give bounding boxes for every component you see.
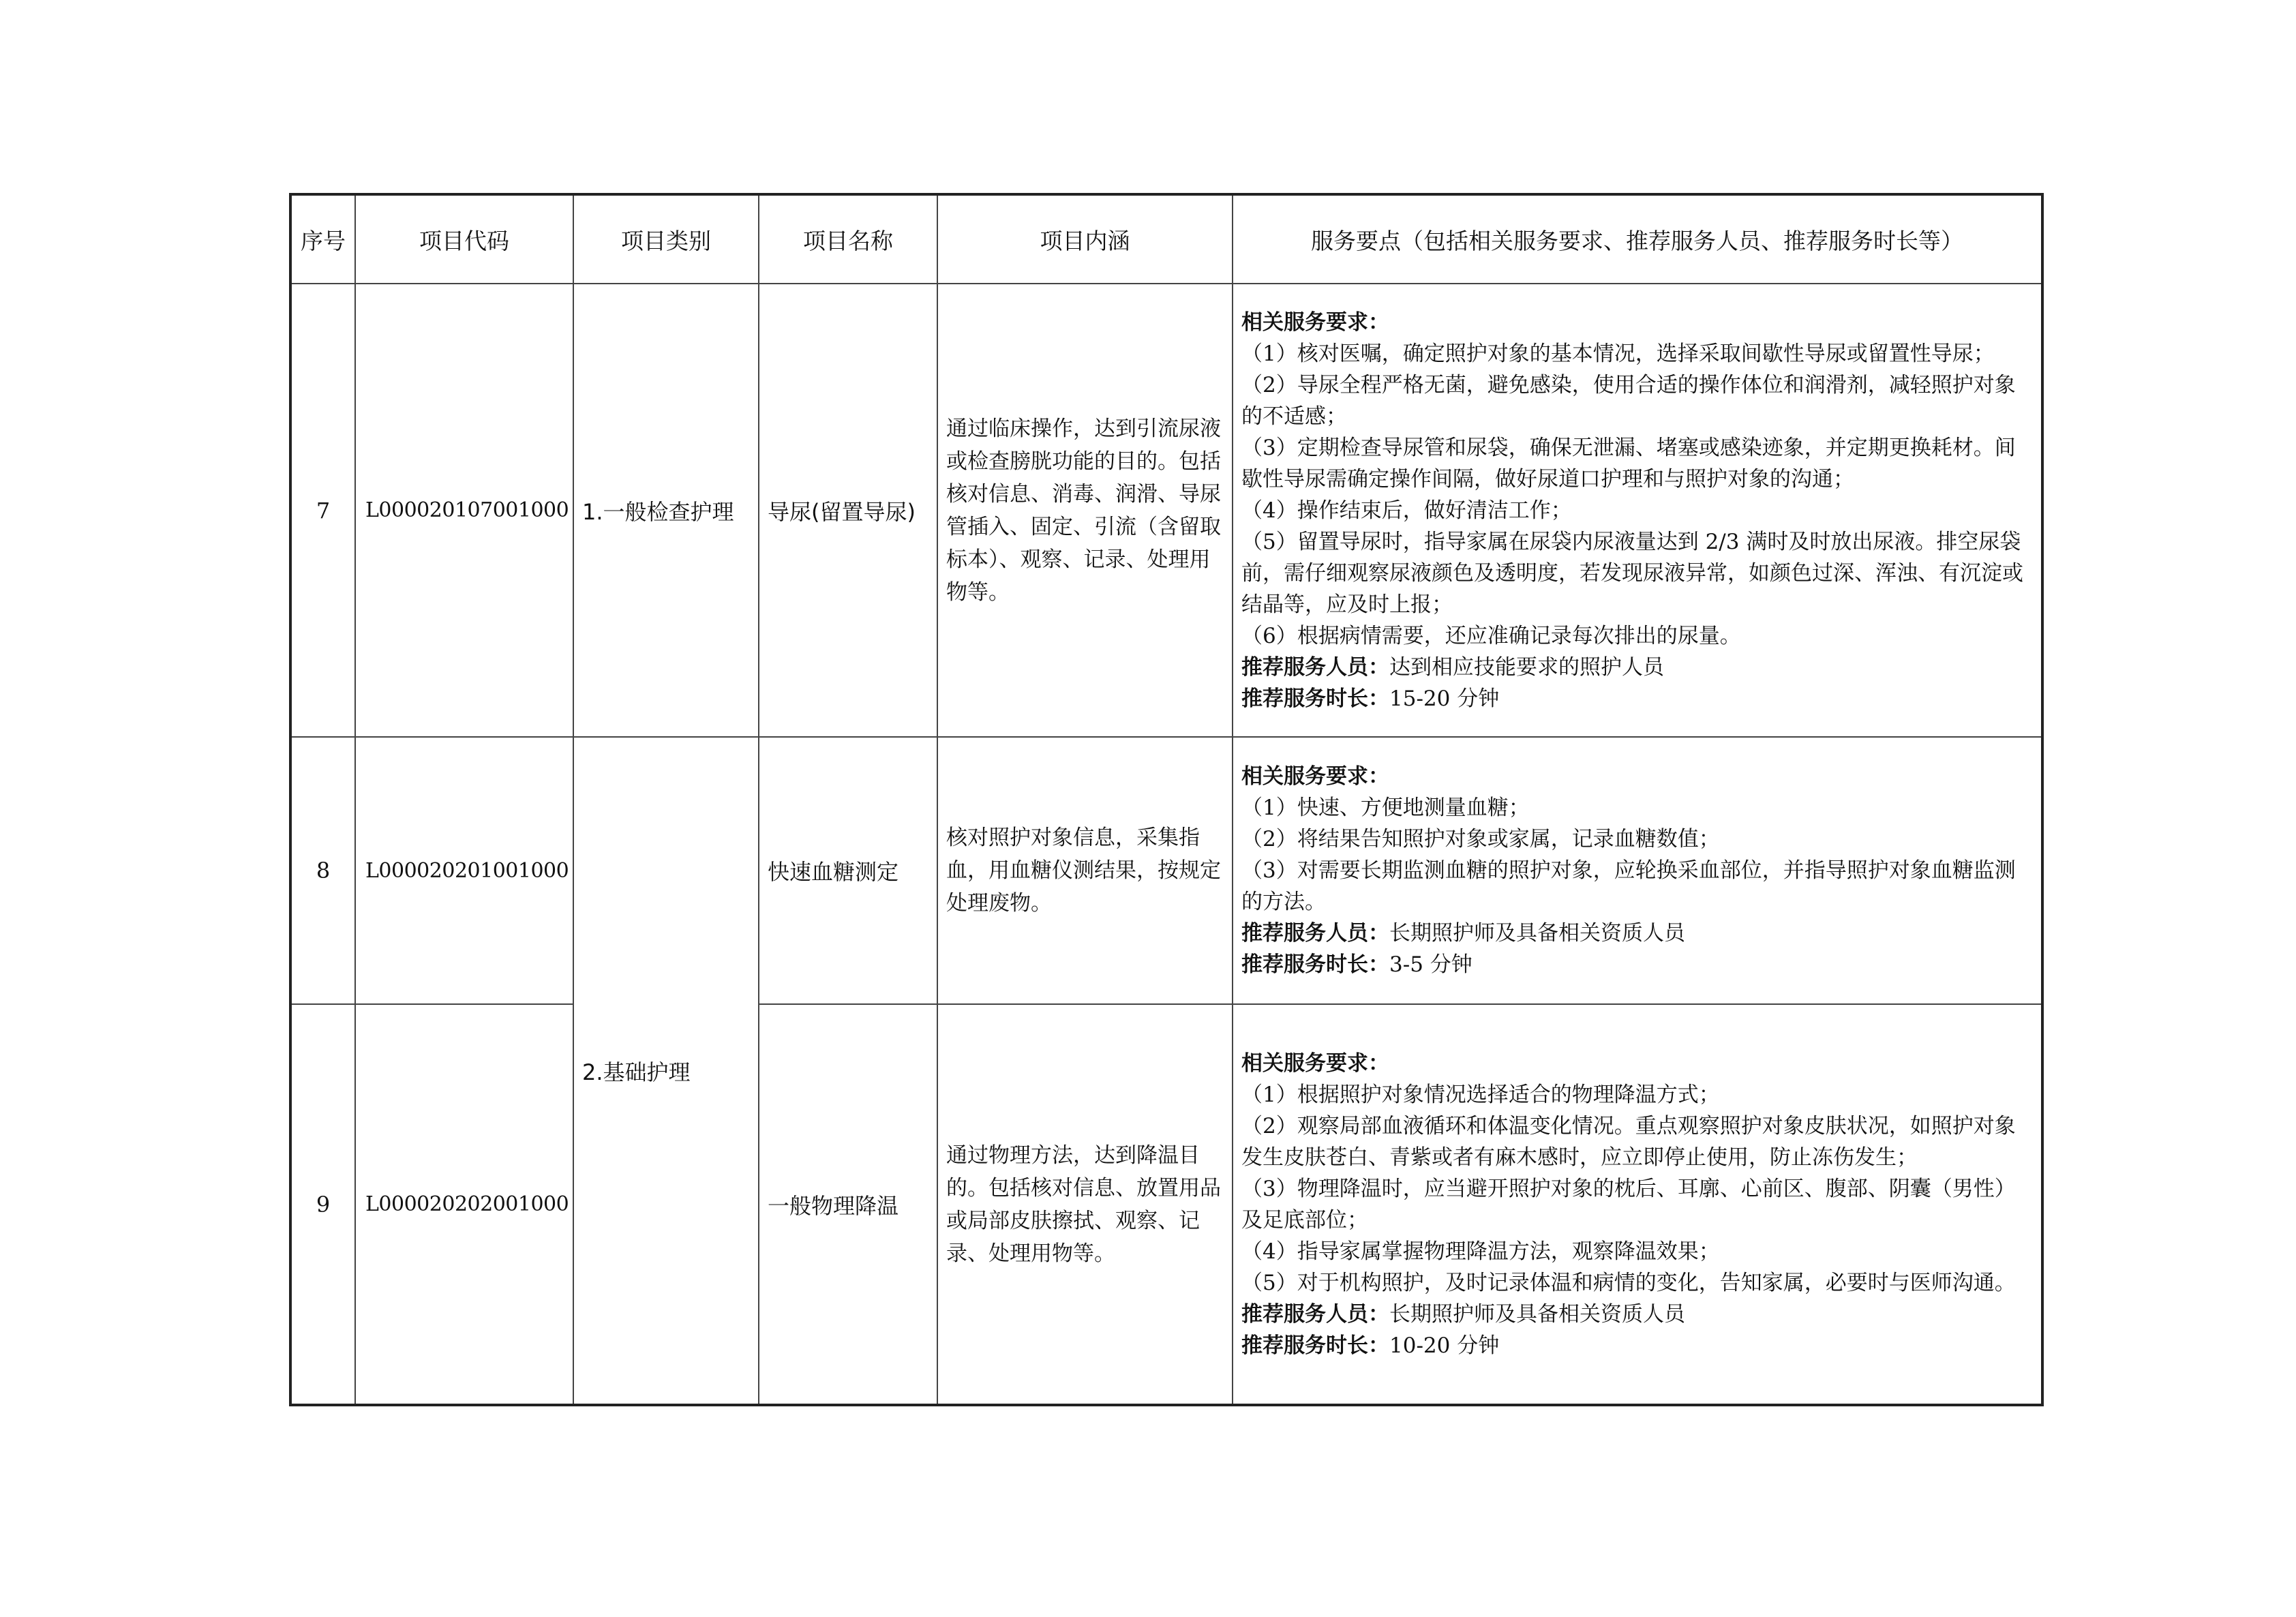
requirement-item: （3）物理降温时，应当避开照护对象的枕后、耳廓、心前区、腹部、阴囊（男性）及足底部位； xyxy=(1241,1176,2016,1233)
row-content: 核对照护对象信息，采集指血，用血糖仪测结果，按规定处理废物。 xyxy=(937,737,1233,1004)
row-name: 一般物理降温 xyxy=(759,1004,937,1405)
row-code: L000020107001000 xyxy=(355,284,573,737)
row-service xyxy=(1233,737,2042,1004)
staff-line xyxy=(1241,918,2033,949)
staff-value: 达到相应技能要求的照护人员 xyxy=(1389,654,1664,680)
requirement-item: （2）将结果告知照护对象或家属，记录血糖数值； xyxy=(1241,827,1720,851)
row-category: 1.一般检查护理 xyxy=(573,284,759,737)
row-service xyxy=(1233,1004,2042,1405)
table-row xyxy=(290,737,2042,1004)
requirement-item: （1）快速、方便地测量血糖； xyxy=(1241,796,1530,820)
row-content: 通过物理方法，达到降温目的。包括核对信息、放置用品或局部皮肤擦拭、观察、记录、处理用物等。 xyxy=(937,1004,1233,1405)
duration-line xyxy=(1241,1330,2033,1361)
requirements-label: 相关服务要求： xyxy=(1241,1051,1389,1076)
header-category: 项目类别 xyxy=(573,194,759,284)
duration-line xyxy=(1241,949,2033,980)
header-seq: 序号 xyxy=(290,194,355,284)
duration-value: 10-20 分钟 xyxy=(1389,1333,1500,1358)
header-service: 服务要点（包括相关服务要求、推荐服务人员、推荐服务时长等） xyxy=(1233,194,2042,284)
duration-label: 推荐服务时长： xyxy=(1241,686,1389,711)
row-category: 2.基础护理 xyxy=(573,737,759,1405)
requirement-item: （3）定期检查导尿管和尿袋，确保无泄漏、堵塞或感染迹象，并定期更换耗材。间歇性导尿需确定操作间隔，做好尿道口护理和与照护对象的沟通； xyxy=(1241,435,2016,492)
duration-value: 15-20 分钟 xyxy=(1389,686,1500,711)
requirement-item: （3）对需要长期监测血糖的照护对象，应轮换采血部位，并指导照护对象血糖监测的方法。 xyxy=(1241,858,2016,914)
requirement-item: （1）核对医嘱，确定照护对象的基本情况，选择采取间歇性导尿或留置性导尿； xyxy=(1241,341,1995,366)
requirement-item: （5）对于机构照护，及时记录体温和病情的变化，告知家属，必要时与医师沟通。 xyxy=(1241,1270,2016,1295)
staff-label: 推荐服务人员： xyxy=(1241,921,1389,946)
table-header-row xyxy=(290,194,2042,284)
row-code: L000020201001000 xyxy=(355,737,573,1004)
staff-label: 推荐服务人员： xyxy=(1241,1301,1389,1327)
header-name: 项目名称 xyxy=(759,194,937,284)
duration-value: 3-5 分钟 xyxy=(1389,952,1472,977)
row-service xyxy=(1233,284,2042,737)
requirement-item: （1）根据照护对象情况选择适合的物理降温方式； xyxy=(1241,1082,1720,1107)
requirements-label: 相关服务要求： xyxy=(1241,764,1389,789)
requirement-item: （4）操作结束后，做好清洁工作； xyxy=(1241,498,1572,523)
requirements-label: 相关服务要求： xyxy=(1241,309,1389,335)
staff-label: 推荐服务人员： xyxy=(1241,654,1389,680)
staff-line xyxy=(1241,1299,2033,1330)
requirement-item: （4）指导家属掌握物理降温方法，观察降温效果； xyxy=(1241,1239,1720,1264)
requirement-item: （2）导尿全程严格无菌，避免感染，使用合适的操作体位和润滑剂，减轻照护对象的不适感； xyxy=(1241,372,2016,429)
requirement-item: （6）根据病情需要，还应准确记录每次排出的尿量。 xyxy=(1241,623,1741,648)
table-row xyxy=(290,284,2042,737)
header-code: 项目代码 xyxy=(355,194,573,284)
row-seq: 8 xyxy=(290,737,355,1004)
duration-label: 推荐服务时长： xyxy=(1241,952,1389,977)
service-items-table xyxy=(289,193,2044,1406)
header-content: 项目内涵 xyxy=(937,194,1233,284)
staff-value: 长期照护师及具备相关资质人员 xyxy=(1389,1301,1685,1327)
duration-label: 推荐服务时长： xyxy=(1241,1333,1389,1358)
requirement-item: （2）观察局部血液循环和体温变化情况。重点观察照护对象皮肤状况，如照护对象发生皮肤苍白、青紫或者有麻木感时，应立即停止使用，防止冻伤发生； xyxy=(1241,1113,2016,1170)
table-row xyxy=(290,1004,2042,1405)
row-seq: 7 xyxy=(290,284,355,737)
requirement-item: （5）留置导尿时，指导家属在尿袋内尿液量达到 2/3 满时及时放出尿液。排空尿袋前，需仔细观察尿液颜色及透明度，若发现尿液异常，如颜色过深、浑浊、有沉淀或结晶等，应及时上报； xyxy=(1241,529,2023,617)
row-name: 快速血糖测定 xyxy=(759,737,937,1004)
row-seq: 9 xyxy=(290,1004,355,1405)
duration-line xyxy=(1241,683,2033,714)
staff-value: 长期照护师及具备相关资质人员 xyxy=(1389,921,1685,946)
row-name: 导尿(留置导尿) xyxy=(759,284,937,737)
staff-line xyxy=(1241,652,2033,683)
row-content: 通过临床操作，达到引流尿液或检查膀胱功能的目的。包括核对信息、消毒、润滑、导尿管插入、固定、引流（含留取标本）、观察、记录、处理用物等。 xyxy=(937,284,1233,737)
row-code: L000020202001000 xyxy=(355,1004,573,1405)
